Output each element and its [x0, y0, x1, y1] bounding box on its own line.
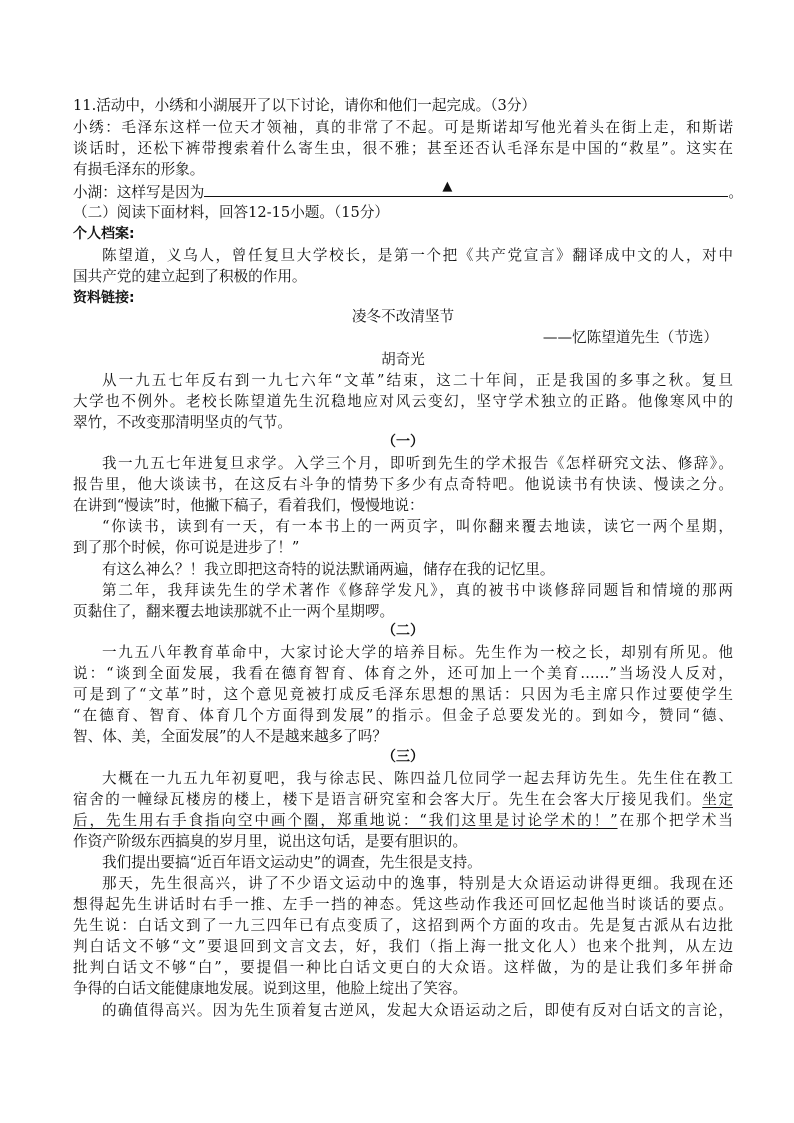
s3-line-3: [73, 811, 733, 830]
s1-line-8: 页黏住了，翻来覆去地读那就不止一两个星期啰。: [73, 603, 395, 620]
intro-line-2: 大学也不例外。老校长陈望道先生沉稳地应对风云变幻，坚守学术独立的正路。他像寒风中的: [73, 393, 733, 410]
profile-line-2: 国共产党的建立起到了积极的作用。: [73, 268, 307, 285]
s1-line-5: 到了那个时候，你可说是进步了！”: [73, 539, 300, 556]
s3-line-5: 我们提出要搞“近百年语文运动史”的调查，先生很是支持。: [102, 854, 482, 871]
article-author: 胡奇光: [381, 351, 425, 368]
profile-line-1: 陈望道，义乌人，曾任复旦大学校长，是第一个把《共产党宣言》翻译成中文的人，对中: [102, 247, 733, 264]
s2-line-1: 一九五八年教育革命中，大家讨论大学的培养目标。先生作为一校之长，却别有所见。他: [102, 644, 733, 661]
intro-line-3: 翠竹，不改变那清明坚贞的气节。: [73, 414, 292, 431]
article-subtitle: ——忆陈望道先生（节选）: [542, 329, 718, 346]
s3-line-4: 作资产阶级东西搞臭的岁月里，说出这句话，是要有胆识的。: [73, 833, 468, 850]
xiuxiu-line-1: 小绣：毛泽东这样一位天才领袖，真的非常了不起。可是斯诺却写他光着头在街上走，和斯诺: [73, 119, 733, 136]
s2-line-4: “在德育、智育、体育几个方面得到发展”的指示。但金子总要发光的。到如今，赞同“德、: [73, 707, 733, 724]
xiaohu-answer-line: [73, 179, 743, 202]
xiuxiu-line-2: 谈话时，还松下裤带搜索着什么寄生虫，很不雅；甚至还否认毛泽东是中国的“救星”。这实在: [73, 140, 733, 157]
xiuxiu-line-3: 有损毛泽东的形象。: [73, 161, 205, 178]
s1-line-3: 在讲到“慢读”时，他撇下稿子，看着我们，慢慢地说：: [73, 497, 424, 514]
s1-line-4: “你读书，读到有一天，有一本书上的一两页字，叫你翻来覆去地读，读它一两个星期，: [102, 518, 733, 535]
s3-line-10: 批判白话文不够“白”，要提倡一种比白话文更白的大众语。这样做，为的是让我们多年拼命: [73, 959, 733, 976]
s3-underlined-start: 坐定: [702, 791, 733, 808]
s3-line-8: 先生说：白话文到了一九三四年已有点变质了，这招到两个方面的攻击。先是复古派从右边批: [73, 917, 733, 934]
s2-line-3: 可是到了“文革”时，这个意见竟被打成反毛泽东思想的黑话：只因为毛主席只作过要使学生: [73, 686, 733, 703]
s3-line-2: [73, 790, 733, 809]
s3-line-1: 大概在一九五九年初夏吧，我与徐志民、陈四益几位同学一起去拜访先生。先生住在教工: [102, 770, 733, 787]
question-11-stem: 11.活动中，小绣和小湖展开了以下讨论，请你和他们一起完成。（3分）: [73, 97, 537, 114]
s3-line-12: 的确值得高兴。因为先生顶着复古逆风，发起大众语运动之后，即使有反对白话文的言论，: [102, 1002, 733, 1019]
intro-line-1: 从一九五七年反右到一九七六年“文革”结束，这二十年间，正是我国的多事之秋。复旦: [102, 372, 733, 389]
s3-line-2-text: 宿舍的一幢绿瓦楼房的楼上，楼下是语言研究室和会客大厅。先生在会客大厅接见我们。: [73, 791, 703, 808]
s2-line-5: 智、体、美，全面发展”的人不是越来越多了吗？: [73, 728, 387, 745]
part-2-heading: （二）阅读下面材料，回答12-15小题。（15分）: [73, 204, 390, 221]
s2-line-2: 说：“谈到全面发展，我看在德育智育、体育之外，还可加上一个美育……”当场没人反对，: [73, 665, 733, 682]
triangle-marker-icon: ▲: [442, 179, 453, 194]
s3-line-3-rest: 在那个把学术当: [617, 812, 733, 829]
s3-line-6: 那天，先生很高兴，讲了不少语文运动中的逸事，特别是大众语运动讲得更细。我现在还: [102, 875, 733, 892]
section-2-heading: （二）: [382, 623, 424, 639]
answer-blank[interactable]: [204, 179, 728, 197]
s1-line-1: 我一九五七年进复旦求学。入学三个月，即听到先生的学术报告《怎样研究文法、修辞》。: [102, 455, 733, 472]
answer-end-punct: 。: [728, 184, 743, 201]
xiaohu-prefix: 小湖：这样写是因为: [73, 184, 205, 201]
s1-line-6: 有这么神么？！我立即把这奇特的说法默诵两遍，储存在我的记忆里。: [102, 561, 555, 578]
s3-line-11: 争得的白话文能健康地发展。说到这里，他脸上绽出了笑容。: [73, 980, 468, 997]
s1-line-2: 报告里，他大谈读书，在这反右斗争的情势下多少有点奇特吧。他说读书有快读、慢读之分。: [73, 476, 733, 493]
s1-line-7: 第二年，我拜读先生的学术著作《修辞学发凡》，真的被书中谈修辞同题旨和情境的那两: [102, 582, 733, 599]
section-1-heading: （一）: [382, 434, 424, 450]
section-3-heading: （三）: [382, 749, 424, 765]
s3-line-9: 判白话文不够“文”要退回到文言文去，好，我们（指上海一批文化人）也来个批判，从左边: [73, 938, 733, 955]
s3-underlined-sentence: 后，先生用右手食指向空中画个圈，郑重地说：“我们这里是讨论学术的！”: [73, 812, 618, 829]
profile-label: 个人档案:: [73, 226, 135, 242]
article-title: 凌冬不改清坚节: [351, 308, 455, 325]
s3-line-7: 想得起先生讲话时右手一推、左手一挡的神态。凭这些动作我还可回忆起他当时谈话的要点。: [73, 896, 733, 913]
link-label: 资料链接:: [73, 290, 135, 306]
